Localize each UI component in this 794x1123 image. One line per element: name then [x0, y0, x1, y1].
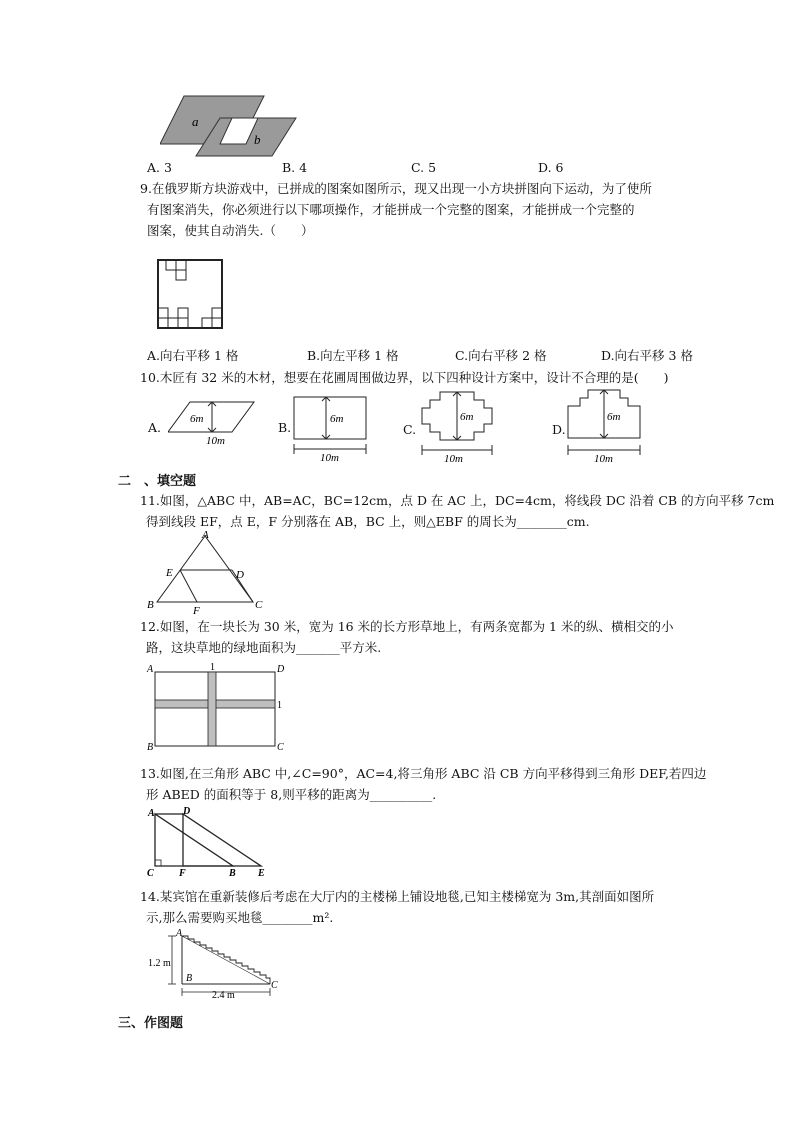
- q10-figure-c: [414, 390, 500, 464]
- q11-label-a: A: [202, 530, 209, 541]
- q10-figure-a: [168, 398, 258, 448]
- q12-label-a: A: [147, 664, 154, 675]
- q12-line-2: 路，这块草地的绿地面积为_______平方米.: [146, 640, 382, 655]
- q10-c-width: 10m: [444, 453, 463, 464]
- q9-option-d: D.向右平移 3 格: [601, 348, 693, 363]
- q12-label-c: C: [277, 742, 284, 752]
- q12-label-side-1: 1: [277, 700, 282, 711]
- q11-line-1: 11.如图，△ABC 中，AB=AC，BC=12cm，点 D 在 AC 上，DC=4cm，将线段 DC 沿着 CB 的方向平移 7cm: [140, 493, 775, 508]
- q11-text: [140, 490, 774, 532]
- q9-line-1: 9.在俄罗斯方块游戏中，已拼成的图案如图所示，现又出现一小方块拼图向下运动，为了使所: [140, 181, 652, 196]
- q10-d-height: 6m: [607, 411, 621, 423]
- q13-line-2: 形 ABED 的面积等于 8,则平移的距离为__________.: [146, 787, 437, 802]
- q11-label-f: F: [193, 605, 200, 614]
- q8-option-a: A. 3: [147, 160, 172, 175]
- q12-label-b: B: [147, 742, 154, 752]
- section-2-title: 二 、填空题: [118, 474, 197, 489]
- q11-triangle-figure: [145, 530, 270, 614]
- q13-line-1: 13.如图,在三角形 ABC 中,∠C=90°，AC=4,将三角形 ABC 沿 CB 方向平移得到三角形 DEF,若四边: [140, 766, 707, 781]
- q14-label-a: A: [176, 928, 183, 939]
- q8-label-a: a: [192, 114, 199, 129]
- q12-text: [140, 616, 674, 658]
- q12-label-d: D: [277, 664, 285, 675]
- q14-staircase-figure: [148, 928, 283, 1002]
- q11-label-e: E: [166, 567, 173, 579]
- q10-line-1: 10.木匠有 32 米的木材，想要在花圃周围做边界，以下四种设计方案中，设计不合理的是( ): [140, 370, 669, 385]
- q9-text: [140, 178, 710, 241]
- q9-option-b: B.向左平移 1 格: [307, 348, 399, 363]
- q11-label-c: C: [255, 599, 263, 611]
- q11-label-b: B: [147, 599, 154, 611]
- q10-d-width: 10m: [594, 453, 613, 464]
- q12-label-top-1: 1: [210, 662, 215, 673]
- q10-figure-d: [564, 388, 648, 464]
- q14-label-c: C: [271, 980, 278, 991]
- q11-line-2: 得到线段 EF，点 E，F 分别落在 AB，BC 上，则△EBF 的周长为________cm.: [146, 514, 590, 529]
- q13-translation-figure: [145, 806, 275, 878]
- q13-label-c: C: [147, 868, 154, 878]
- q9-option-c: C.向右平移 2 格: [455, 348, 547, 363]
- q14-text: [140, 886, 654, 928]
- q10-a-width: 10m: [206, 435, 225, 447]
- q12-lawn-figure: [145, 660, 290, 752]
- q8-option-c: C. 5: [411, 160, 437, 175]
- q14-label-b: B: [186, 973, 193, 984]
- q10-b-height: 6m: [330, 413, 344, 425]
- q14-line-1: 14.某宾馆在重新装修后考虑在大厅内的主楼梯上铺设地毯,已知主楼梯宽为 3m,其剖面如图所: [140, 889, 655, 904]
- q9-option-a: A.向右平移 1 格: [147, 348, 239, 363]
- q9-tetris-figure: [148, 256, 226, 336]
- q10-option-a: A.: [148, 420, 162, 435]
- q14-line-2: 示,那么需要购买地毯________m².: [146, 910, 334, 925]
- q10-figure-b: [290, 394, 370, 464]
- q13-label-d: D: [183, 806, 191, 817]
- q14-height-label: 1.2 m: [148, 958, 171, 969]
- q13-label-a: A: [148, 808, 155, 819]
- q13-label-f: F: [179, 868, 186, 878]
- q9-line-3: 图案，使其自动消失.（ ）: [147, 223, 314, 238]
- q13-label-b: B: [229, 868, 236, 878]
- q12-line-1: 12.如图，在一块长为 30 米，宽为 16 米的长方形草地上，有两条宽都为 1 米的纵、横相交的小: [140, 619, 674, 634]
- q13-text: [140, 763, 706, 805]
- q10-option-c: C.: [403, 422, 417, 437]
- q11-label-d: D: [236, 569, 244, 581]
- section-3-title: 三、作图题: [118, 1016, 184, 1031]
- q10-option-d: D.: [552, 422, 566, 437]
- q10-option-b: B.: [278, 420, 292, 435]
- q8-label-b: b: [254, 132, 261, 147]
- q8-figure: [160, 92, 300, 158]
- q8-option-b: B. 4: [282, 160, 308, 175]
- q10-a-height: 6m: [190, 413, 204, 425]
- q10-c-height: 6m: [460, 411, 474, 423]
- q10-b-width: 10m: [320, 452, 339, 464]
- q9-line-2: 有图案消失，你必须进行以下哪项操作，才能拼成一个完整的图案，才能拼成一个完整的: [147, 202, 635, 217]
- q13-label-e: E: [258, 868, 265, 878]
- q14-width-label: 2.4 m: [212, 990, 235, 1001]
- q8-option-d: D. 6: [538, 160, 564, 175]
